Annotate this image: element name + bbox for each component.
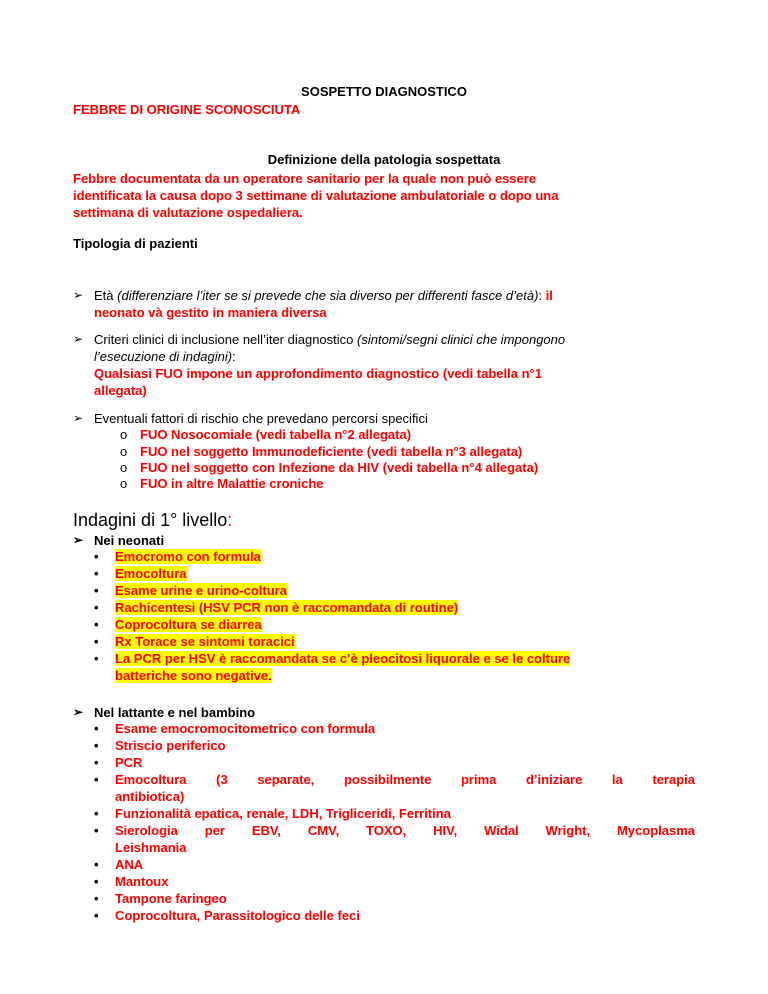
bullet-icon: • <box>94 583 99 598</box>
indagini-heading: Indagini di 1° livello: <box>73 510 233 530</box>
bullet-icon: • <box>94 891 99 906</box>
bullet-icon: • <box>94 857 99 872</box>
definition-heading: Definizione della patologia sospettata <box>267 152 501 167</box>
bullet-icon: • <box>94 806 99 821</box>
bullet-icon: • <box>94 617 99 632</box>
bullet-icon: • <box>94 566 99 581</box>
patients-heading: Tipologia di pazienti <box>73 236 198 251</box>
lattante-item-continuation: Leishmania <box>115 840 187 855</box>
criteri-item: ➢ Criteri clinici di inclusione nell’iter diagnostico (sintomi/segni clinici che impongono l’esecuzione di indagini): Qualsiasi FUO impone un approfondimento diagnostico (vedi tabella n°1 allegata) <box>73 332 566 398</box>
arrow-icon: ➢ <box>73 288 84 302</box>
bullet-icon: • <box>94 600 99 615</box>
doc-title: SOSPETTO DIAGNOSTICO <box>301 84 467 99</box>
bullet-icon: • <box>94 772 99 787</box>
eta-item: ➢ Età (differenziare l’iter se si prevede che sia diverso per differenti fasce d’età): il neonato và gestito in maniera diversa <box>73 288 553 320</box>
lattante-heading: ➢ Nel lattante e nel bambino <box>73 705 256 720</box>
bullet-icon: • <box>94 549 99 564</box>
bullet-icon: • <box>94 634 99 649</box>
circle-bullet-icon: o <box>120 460 128 475</box>
lattante-item-continuation: antibiotica) <box>115 789 185 804</box>
circle-bullet-icon: o <box>120 476 128 491</box>
definition-text: Febbre documentata da un operatore sanitario per la quale non può essere identificata la causa dopo 3 settimane di valutazione ambulatoriale o dopo una settimana di valutazione ospedaliera. <box>73 171 559 220</box>
doc-subtitle: FEBBRE DI ORIGINE SCONOSCIUTA <box>73 102 301 117</box>
neonati-item-continuation: batteriche sono negative. <box>115 668 272 683</box>
circle-bullet-icon: o <box>120 427 128 442</box>
bullet-icon: • <box>94 874 99 889</box>
arrow-icon: ➢ <box>73 411 84 425</box>
bullet-icon: • <box>94 721 99 736</box>
arrow-icon: ➢ <box>73 705 84 719</box>
document-page: SOSPETTO DIAGNOSTICO FEBBRE DI ORIGINE SCONOSCIUTA Definizione della patologia sospettata Febbre documentata da un operatore sanitario per la quale non può essere identificata la causa dopo 3 settimane di valutazione ambulatoriale o dopo una settimana di valutazione ospedaliera. Tipologia di pazienti ➢ Età (differenziare l’iter se si prevede che sia diverso per differenti fasce d’età): il neonato và gestito in maniera diversa ➢ Criteri clinici di inclusione nell’iter diagnostico (sintomi/segni clinici che impongono l’esecuzione di indagini): Qualsiasi FUO impone un approfondimento diagnostico (vedi tabella n°1 allegata) ➢ Eventuali fattori di rischio che prevedano percorsi specifici o FUO Nosocomiale (vedi tabella n°2 allegata) o FUO nel soggetto Immunodeficiente (vedi tabella n°3 allegata) o FUO nel soggetto con Infezione da HIV (vedi tabella n°4 allegata) o FUO in altre Malattie croniche Indagini di 1° livello: ➢ Nei neonati • Emocromo con formula • Emocoltura • Esame urine e urino-coltura • Rachicentesi (HSV PCR non è raccomandata di routine) • Coprocoltura se diarrea • Rx Torace se sintomi toracici • La PCR per HSV è raccomandata se c’è pleocitosi liquorale e se le colture batteriche sono negative. ➢ Nel lattante e nel bambino • Esame emocromocitometrico con formula • Striscio periferico • PCR • Emocoltura (3 separate, possibilmente prima d’iniziare la terapia antibiotica) • Funzionalità epatica, renale, LDH, Trigliceridi, Ferritina • Sierologia per EBV, CMV, TOXO, HIV, Widal Wright, Mycoplasma Leishmania • ANA • Mantoux • Tampone faringeo • Coprocoltura, Parassitologico delle feci <box>0 0 768 994</box>
bullet-icon: • <box>94 908 99 923</box>
bullet-icon: • <box>94 755 99 770</box>
bullet-icon: • <box>94 651 99 666</box>
bullet-icon: • <box>94 738 99 753</box>
neonati-heading: ➢ Nei neonati <box>73 533 165 548</box>
circle-bullet-icon: o <box>120 444 128 459</box>
arrow-icon: ➢ <box>73 332 84 346</box>
bullet-icon: • <box>94 823 99 838</box>
arrow-icon: ➢ <box>73 533 84 547</box>
rischio-item: ➢ Eventuali fattori di rischio che prevedano percorsi specifici <box>73 411 428 426</box>
